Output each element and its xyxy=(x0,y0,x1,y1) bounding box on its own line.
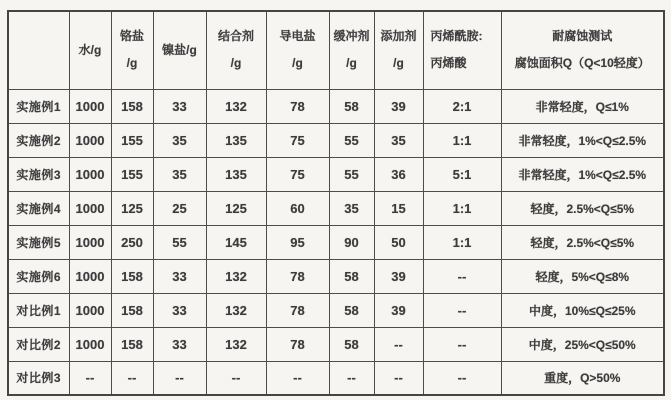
column-header-buffer xyxy=(329,11,374,89)
cell-example-4-conductive-salt: 60 xyxy=(266,191,329,225)
cell-comparative-1-binder: 132 xyxy=(206,293,266,327)
column-header-corrosion-test xyxy=(501,11,664,89)
column-header-text: 丙烯酰胺: 丙烯酸 xyxy=(430,29,483,71)
cell-example-4-nickel-salt: 25 xyxy=(153,191,206,225)
cell-comparative-2-water: 1000 xyxy=(69,327,111,361)
cell-example-5-corrosion-test: 轻度，2.5%<Q≤5% xyxy=(501,225,664,259)
cell-example-1-chromium-salt: 158 xyxy=(111,89,153,123)
scanned-formulation-table xyxy=(7,10,663,392)
cell-example-6-acrylamide-acrylic-ratio: -- xyxy=(423,259,501,293)
row-label-comparative-1: 对比例1 xyxy=(8,293,69,327)
column-header-additive xyxy=(374,11,423,89)
column-header-nickel-salt xyxy=(153,11,206,89)
cell-example-3-buffer: 55 xyxy=(329,157,374,191)
cell-example-6-chromium-salt: 158 xyxy=(111,259,153,293)
cell-example-3-nickel-salt: 35 xyxy=(153,157,206,191)
cell-example-1-additive: 39 xyxy=(374,89,423,123)
cell-example-4-corrosion-test: 轻度，2.5%<Q≤5% xyxy=(501,191,664,225)
table-row-example-1 xyxy=(8,89,664,123)
cell-comparative-2-additive: -- xyxy=(374,327,423,361)
column-header-text: 添加剂 /g xyxy=(380,29,417,71)
column-header-water xyxy=(69,11,111,89)
cell-example-5-chromium-salt: 250 xyxy=(111,225,153,259)
cell-example-6-water: 1000 xyxy=(69,259,111,293)
cell-example-6-corrosion-test: 轻度，5%<Q≤8% xyxy=(501,259,664,293)
cell-example-3-binder: 135 xyxy=(206,157,266,191)
cell-example-2-nickel-salt: 35 xyxy=(153,123,206,157)
cell-example-6-buffer: 58 xyxy=(329,259,374,293)
cell-example-3-water: 1000 xyxy=(69,157,111,191)
cell-comparative-3-acrylamide-acrylic-ratio: -- xyxy=(423,361,501,395)
cell-comparative-2-chromium-salt: 158 xyxy=(111,327,153,361)
column-header-binder xyxy=(206,11,266,89)
cell-comparative-2-buffer: 58 xyxy=(329,327,374,361)
cell-comparative-2-acrylamide-acrylic-ratio: -- xyxy=(423,327,501,361)
cell-comparative-2-binder: 132 xyxy=(206,327,266,361)
cell-example-5-conductive-salt: 95 xyxy=(266,225,329,259)
cell-comparative-1-additive: 39 xyxy=(374,293,423,327)
cell-example-5-additive: 50 xyxy=(374,225,423,259)
cell-example-4-acrylamide-acrylic-ratio: 1:1 xyxy=(423,191,501,225)
cell-example-2-corrosion-test: 非常轻度，1%<Q≤2.5% xyxy=(501,123,664,157)
column-header-text: 缓冲剂 /g xyxy=(333,29,370,71)
cell-example-4-additive: 15 xyxy=(374,191,423,225)
cell-example-5-binder: 145 xyxy=(206,225,266,259)
formulation-table xyxy=(7,10,665,396)
table-row-example-2 xyxy=(8,123,664,157)
column-header-text: 镍盐/g xyxy=(162,42,197,57)
cell-example-5-buffer: 90 xyxy=(329,225,374,259)
row-label-example-5: 实施例5 xyxy=(8,225,69,259)
cell-example-4-chromium-salt: 125 xyxy=(111,191,153,225)
cell-example-3-additive: 36 xyxy=(374,157,423,191)
table-row-example-3 xyxy=(8,157,664,191)
column-header-acrylamide-acrylic-ratio xyxy=(423,11,501,89)
cell-example-1-nickel-salt: 33 xyxy=(153,89,206,123)
table-row-example-6 xyxy=(8,259,664,293)
cell-comparative-2-corrosion-test: 中度，25%<Q≤50% xyxy=(501,327,664,361)
cell-example-5-nickel-salt: 55 xyxy=(153,225,206,259)
cell-example-3-conductive-salt: 75 xyxy=(266,157,329,191)
cell-comparative-1-nickel-salt: 33 xyxy=(153,293,206,327)
cell-example-2-buffer: 55 xyxy=(329,123,374,157)
cell-example-6-nickel-salt: 33 xyxy=(153,259,206,293)
column-header-text: 导电盐 /g xyxy=(279,29,316,71)
column-header-text: 结合剂 /g xyxy=(217,29,254,71)
header-row xyxy=(8,11,664,89)
row-label-comparative-2: 对比例2 xyxy=(8,327,69,361)
corner-cell xyxy=(8,11,69,89)
cell-example-3-chromium-salt: 155 xyxy=(111,157,153,191)
cell-example-4-buffer: 35 xyxy=(329,191,374,225)
cell-comparative-1-water: 1000 xyxy=(69,293,111,327)
cell-example-1-corrosion-test: 非常轻度，Q≤1% xyxy=(501,89,664,123)
table-row-comparative-1 xyxy=(8,293,664,327)
cell-comparative-3-corrosion-test: 重度，Q>50% xyxy=(501,361,664,395)
column-header-text: 耐腐蚀测试 腐蚀面积Q（Q<10轻度） xyxy=(514,29,650,71)
cell-example-4-binder: 125 xyxy=(206,191,266,225)
cell-comparative-3-buffer: -- xyxy=(329,361,374,395)
cell-comparative-2-conductive-salt: 78 xyxy=(266,327,329,361)
cell-comparative-3-additive: -- xyxy=(374,361,423,395)
cell-comparative-3-binder: -- xyxy=(206,361,266,395)
cell-example-4-water: 1000 xyxy=(69,191,111,225)
cell-example-5-acrylamide-acrylic-ratio: 1:1 xyxy=(423,225,501,259)
column-header-conductive-salt xyxy=(266,11,329,89)
cell-example-2-water: 1000 xyxy=(69,123,111,157)
table-row-comparative-3 xyxy=(8,361,664,395)
row-label-example-3: 实施例3 xyxy=(8,157,69,191)
cell-example-6-additive: 39 xyxy=(374,259,423,293)
column-header-text: 铬盐 /g xyxy=(119,29,144,71)
cell-comparative-1-acrylamide-acrylic-ratio: -- xyxy=(423,293,501,327)
cell-example-6-conductive-salt: 78 xyxy=(266,259,329,293)
cell-comparative-3-nickel-salt: -- xyxy=(153,361,206,395)
column-header-chromium-salt xyxy=(111,11,153,89)
table-row-comparative-2 xyxy=(8,327,664,361)
cell-example-2-binder: 135 xyxy=(206,123,266,157)
row-label-comparative-3: 对比例3 xyxy=(8,361,69,395)
cell-example-1-acrylamide-acrylic-ratio: 2:1 xyxy=(423,89,501,123)
cell-example-1-water: 1000 xyxy=(69,89,111,123)
cell-example-3-corrosion-test: 非常轻度，1%<Q≤2.5% xyxy=(501,157,664,191)
cell-example-1-binder: 132 xyxy=(206,89,266,123)
cell-comparative-1-chromium-salt: 158 xyxy=(111,293,153,327)
row-label-example-1: 实施例1 xyxy=(8,89,69,123)
cell-comparative-3-chromium-salt: -- xyxy=(111,361,153,395)
cell-example-2-chromium-salt: 155 xyxy=(111,123,153,157)
cell-comparative-3-water: -- xyxy=(69,361,111,395)
row-label-example-6: 实施例6 xyxy=(8,259,69,293)
cell-comparative-1-buffer: 58 xyxy=(329,293,374,327)
cell-comparative-1-conductive-salt: 78 xyxy=(266,293,329,327)
row-label-example-4: 实施例4 xyxy=(8,191,69,225)
cell-comparative-3-conductive-salt: -- xyxy=(266,361,329,395)
table-row-example-4 xyxy=(8,191,664,225)
table-row-example-5 xyxy=(8,225,664,259)
column-header-text: 水/g xyxy=(78,42,102,57)
cell-example-5-water: 1000 xyxy=(69,225,111,259)
cell-example-6-binder: 132 xyxy=(206,259,266,293)
cell-example-3-acrylamide-acrylic-ratio: 5:1 xyxy=(423,157,501,191)
cell-example-1-conductive-salt: 78 xyxy=(266,89,329,123)
cell-example-1-buffer: 58 xyxy=(329,89,374,123)
cell-comparative-2-nickel-salt: 33 xyxy=(153,327,206,361)
row-label-example-2: 实施例2 xyxy=(8,123,69,157)
cell-example-2-acrylamide-acrylic-ratio: 1:1 xyxy=(423,123,501,157)
cell-example-2-additive: 35 xyxy=(374,123,423,157)
cell-example-2-conductive-salt: 75 xyxy=(266,123,329,157)
cell-comparative-1-corrosion-test: 中度，10%≤Q≤25% xyxy=(501,293,664,327)
